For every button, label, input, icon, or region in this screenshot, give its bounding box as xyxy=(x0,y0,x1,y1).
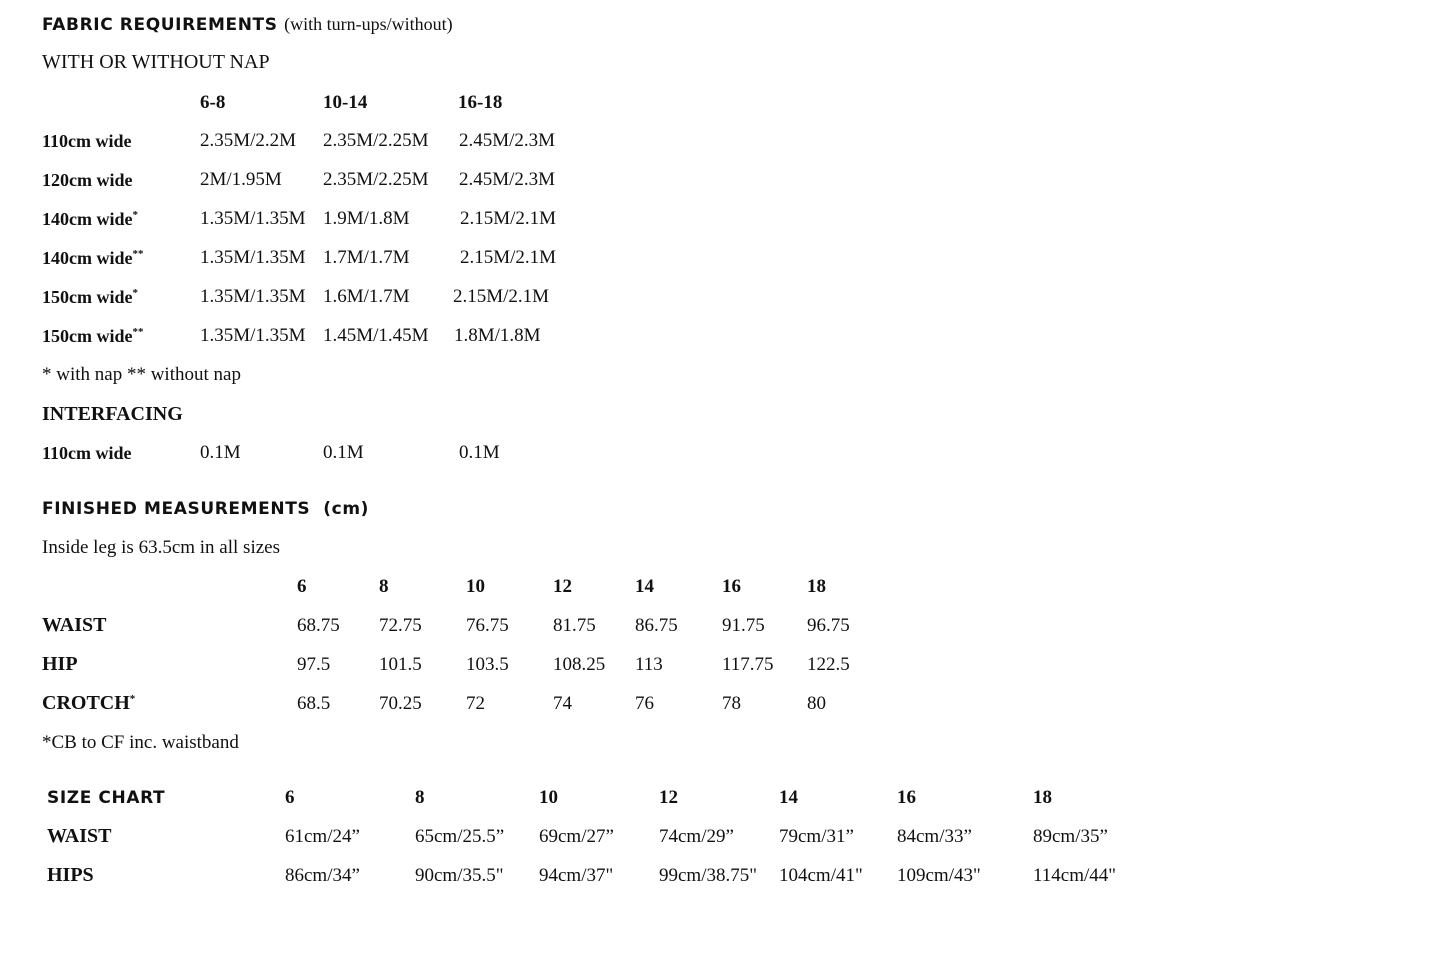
interfacing-cell: 0.1M xyxy=(200,442,241,463)
fabric-cell: 1.35M/1.35M xyxy=(200,247,306,268)
finished-size-header: 10 xyxy=(466,576,485,597)
finished-cell: 76.75 xyxy=(466,615,509,636)
finished-cell: 108.25 xyxy=(553,654,606,675)
finished-cell: 76 xyxy=(635,693,654,714)
finished-cell: 86.75 xyxy=(635,615,678,636)
finished-heading-text: FINISHED MEASUREMENTS xyxy=(42,499,311,519)
fabric-row-label: 140cm wide** xyxy=(42,248,144,268)
finished-cell: 72 xyxy=(466,693,485,714)
fabric-row-label: 110cm wide xyxy=(42,131,132,151)
size-chart-cell: 65cm/25.5” xyxy=(415,826,505,847)
size-chart-cell: 86cm/34” xyxy=(285,865,360,886)
finished-cell: 70.25 xyxy=(379,693,422,714)
size-chart-size-header: 18 xyxy=(1033,787,1052,808)
size-chart-row-label: HIPS xyxy=(47,864,94,886)
fabric-cell: 2.15M/2.1M xyxy=(460,247,557,268)
finished-cell: 103.5 xyxy=(466,654,509,675)
finished-cell: 97.5 xyxy=(297,654,331,675)
inside-leg-note: Inside leg is 63.5cm in all sizes xyxy=(42,537,280,558)
fabric-size-header: 10-14 xyxy=(323,92,368,113)
fabric-cell: 1.7M/1.7M xyxy=(323,247,410,268)
fabric-cell: 2.15M/2.1M xyxy=(460,208,557,229)
fabric-row-label: 150cm wide* xyxy=(42,287,138,307)
fabric-cell: 2.45M/2.3M xyxy=(459,169,556,190)
fabric-cell: 2.15M/2.1M xyxy=(453,286,550,307)
fabric-cell: 1.35M/1.35M xyxy=(200,286,306,307)
interfacing-cell: 0.1M xyxy=(323,442,364,463)
finished-row-label: CROTCH* xyxy=(42,692,136,714)
fabric-row-label: 150cm wide** xyxy=(42,326,144,346)
fabric-size-header: 16-18 xyxy=(458,92,503,113)
size-chart-cell: 74cm/29” xyxy=(659,826,734,847)
finished-size-header: 12 xyxy=(553,576,572,597)
fabric-cell: 2.35M/2.25M xyxy=(323,169,429,190)
finished-cell: 74 xyxy=(553,693,572,714)
size-chart-size-header: 12 xyxy=(659,787,678,808)
fabric-row-label: 140cm wide* xyxy=(42,209,138,229)
fabric-cell: 1.45M/1.45M xyxy=(323,325,429,346)
fabric-cell: 1.6M/1.7M xyxy=(323,286,410,307)
finished-cell: 122.5 xyxy=(807,654,850,675)
fabric-row-label: 120cm wide xyxy=(42,170,133,190)
fabric-requirements-heading xyxy=(42,14,453,35)
size-chart-cell: 61cm/24” xyxy=(285,826,360,847)
size-chart-cell: 69cm/27” xyxy=(539,826,614,847)
size-chart-cell: 79cm/31” xyxy=(779,826,854,847)
fabric-footnote: * with nap ** without nap xyxy=(42,364,241,385)
size-chart-cell: 94cm/37" xyxy=(539,865,614,886)
crotch-footnote: *CB to CF inc. waistband xyxy=(42,732,239,753)
fabric-cell: 2.45M/2.3M xyxy=(459,130,556,151)
finished-row-label: HIP xyxy=(42,653,78,675)
finished-size-header: 14 xyxy=(635,576,654,597)
size-chart-cell: 89cm/35” xyxy=(1033,826,1108,847)
fabric-heading-note: (with turn-ups/without) xyxy=(284,14,453,34)
size-chart-cell: 84cm/33” xyxy=(897,826,972,847)
size-chart-size-header: 8 xyxy=(415,787,425,808)
finished-cell: 101.5 xyxy=(379,654,422,675)
size-chart-cell: 99cm/38.75" xyxy=(659,865,757,886)
finished-measurements-heading xyxy=(42,499,369,519)
finished-cell: 117.75 xyxy=(722,654,774,675)
fabric-heading-text: FABRIC REQUIREMENTS xyxy=(42,15,278,35)
size-chart-heading: SIZE CHART xyxy=(47,788,166,808)
finished-size-header: 18 xyxy=(807,576,826,597)
finished-row-label: WAIST xyxy=(42,614,107,636)
finished-cell: 81.75 xyxy=(553,615,596,636)
size-chart-size-header: 16 xyxy=(897,787,916,808)
finished-size-header: 16 xyxy=(722,576,741,597)
finished-cell: 113 xyxy=(635,654,663,675)
finished-cell: 68.5 xyxy=(297,693,331,714)
size-chart-size-header: 6 xyxy=(285,787,295,808)
finished-size-header: 8 xyxy=(379,576,389,597)
finished-cell: 68.75 xyxy=(297,615,340,636)
finished-cell: 72.75 xyxy=(379,615,422,636)
nap-subheading: WITH OR WITHOUT NAP xyxy=(42,51,270,73)
interfacing-row-label: 110cm wide xyxy=(42,443,132,463)
fabric-cell: 2.35M/2.2M xyxy=(200,130,297,151)
finished-heading-unit: (cm) xyxy=(323,499,370,519)
interfacing-heading: INTERFACING xyxy=(42,403,183,425)
size-chart-row-label: WAIST xyxy=(47,825,112,847)
fabric-cell: 1.9M/1.8M xyxy=(323,208,410,229)
size-chart-cell: 109cm/43" xyxy=(897,865,981,886)
fabric-cell: 2.35M/2.25M xyxy=(323,130,429,151)
fabric-cell: 1.35M/1.35M xyxy=(200,208,306,229)
finished-cell: 96.75 xyxy=(807,615,850,636)
fabric-cell: 1.8M/1.8M xyxy=(454,325,541,346)
finished-size-header: 6 xyxy=(297,576,307,597)
finished-cell: 80 xyxy=(807,693,826,714)
finished-cell: 91.75 xyxy=(722,615,765,636)
size-chart-cell: 90cm/35.5" xyxy=(415,865,504,886)
fabric-cell: 2M/1.95M xyxy=(200,169,282,190)
size-chart-cell: 114cm/44" xyxy=(1033,865,1117,886)
fabric-size-header: 6-8 xyxy=(200,92,226,113)
size-chart-size-header: 10 xyxy=(539,787,558,808)
finished-cell: 78 xyxy=(722,693,741,714)
interfacing-cell: 0.1M xyxy=(459,442,500,463)
size-chart-size-header: 14 xyxy=(779,787,798,808)
size-chart-cell: 104cm/41" xyxy=(779,865,863,886)
fabric-cell: 1.35M/1.35M xyxy=(200,325,306,346)
